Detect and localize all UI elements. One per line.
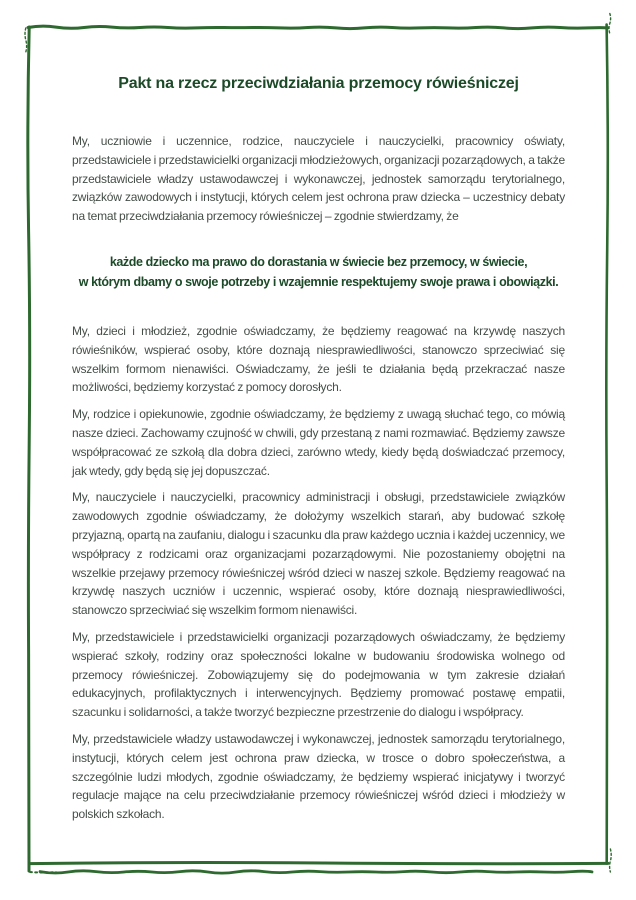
core-statement-line-1: każde dziecko ma prawo do dorastania w świecie bez przemocy, w świecie,: [109, 254, 528, 269]
paragraph-teachers-staff: My, nauczyciele i nauczycielki, pracownicy administracji i obsługi, przedstawiciele związków zawodowych zgodnie oświadczamy, że dołożymy wszelkich starań, aby budować szkołę przyjazną, opartą na zaufaniu, dialogu i szacunku dla praw każdego ucznia i każdej uczennicy, we współpracy z rodzicami oraz organizacjami pozarządowymi. Nie pozostaniemy obojętni na wszelkie przejawy przemocy rówieśniczej wśród dzieci w naszej szkole. Będziemy reagować na krzywdę naszych uczniów i uczennic, wspierać osoby, które doznają niesprawiedliwości, stanowczo sprzeciwiać się wszelkim formom nienawiści.: [72, 490, 565, 618]
paragraph-ngo-representatives: My, przedstawiciele i przedstawicielki organizacji pozarządowych oświadczamy, że będziemy wspierać szkoły, rodziny oraz społeczności lokalne w budowaniu środowiska wolnego od przemocy rówieśniczej. Zobowiązujemy się do podejmowania w tym zakresie działań edukacyjnych, profilaktycznych i interwencyjnych. Będziemy promować postawę empatii, szacunku i solidarności, a także tworzyć bezpieczne przestrzenie do dialogu i współpracy.: [72, 629, 565, 720]
paragraph-children-youth: My, dzieci i młodzież, zgodnie oświadczamy, że będziemy reagować na krzywdę naszych rówieśników, wspierać osoby, które doznają niesprawiedliwości, stanowczo sprzeciwiać się wszelkim formom nienawiści. Oświadczamy, że jeśli te działania będą przekraczać nasze możliwości, będziemy korzystać z pomocy dorosłych.: [72, 323, 565, 395]
intro-section: [72, 132, 565, 226]
intro-paragraph: My, uczniowie i uczennice, rodzice, nauczyciele i nauczycielki, pracownicy oświaty, przedstawiciele i przedstawicielki organizacji młodzieżowych, organizacji pozarządowych, a także przedstawiciele władzy ustawodawczej i wykonawczej, jednostek samorządu terytorialnego, związków zawodowych i instytucji, których celem jest ochrona praw dziecka – uczestnicy debaty na temat przeciwdziałania przemocy rówieśniczej – zgodnie stwierdzamy, że: [72, 134, 565, 224]
core-statement: [72, 252, 565, 292]
paragraph-authorities: My, przedstawiciele władzy ustawodawczej i wykonawczej, jednostek samorządu terytorialnego, instytucji, których celem jest ochrona praw dziecka, w trosce o dobro społeczeństwa, a szczególnie ludzi młodych, zgodnie oświadczamy, że będziemy wspierać inicjatywy i tworzyć regulacje mające na celu przeciwdziałanie przemocy rówieśniczej wśród dzieci i młodzieży w polskich szkołach.: [72, 731, 565, 822]
declarations-section: [72, 322, 565, 824]
document-title: Pakt na rzecz przeciwdziałania przemocy rówieśniczej: [118, 75, 519, 92]
paragraph-parents-guardians: My, rodzice i opiekunowie, zgodnie oświadczamy, że będziemy z uwagą słuchać tego, co mówią nasze dzieci. Zachowamy czujność w chwili, gdy przestaną z nami rozmawiać. Będziemy zawsze współpracować ze szkołą dla dobra dzieci, zarówno wtedy, kiedy będą doświadczać przemocy, jak wtedy, gdy będą się jej dopuszczać.: [72, 407, 565, 478]
document-content: [72, 0, 565, 832]
core-statement-line-2: w którym dbamy o swoje potrzeby i wzajemnie respektujemy swoje prawa i obowiązki.: [78, 274, 559, 289]
